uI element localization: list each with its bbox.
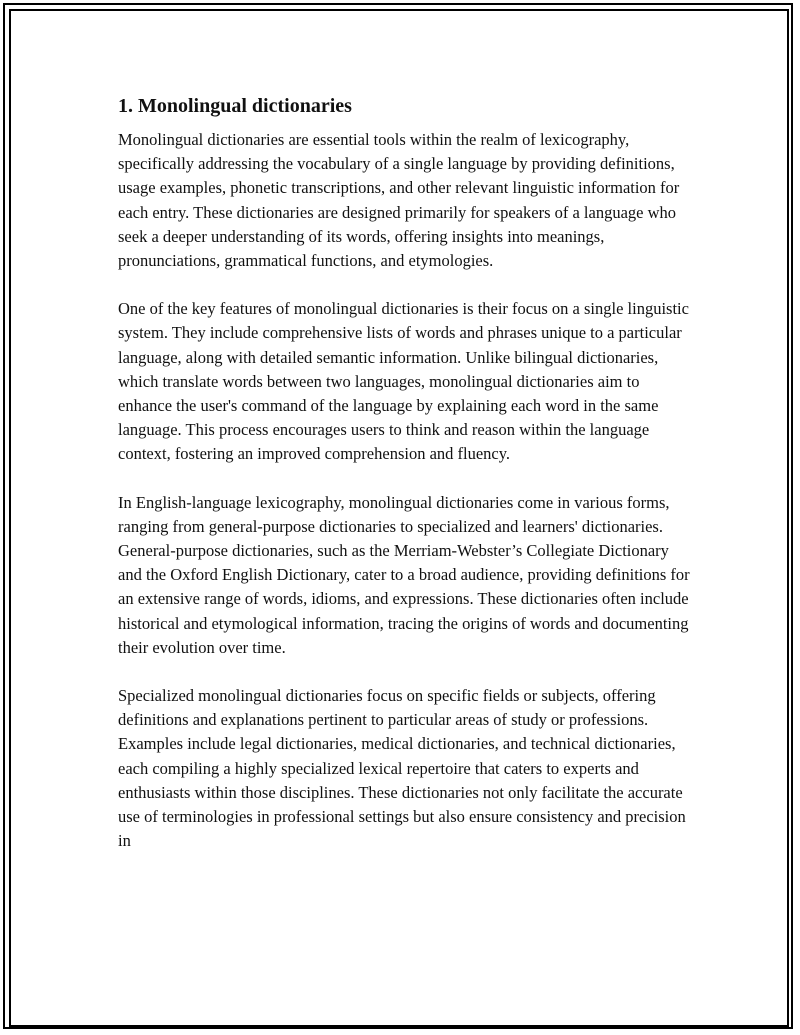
document-body [118, 92, 690, 877]
paragraph-1: Monolingual dictionaries are essential tools within the realm of lexicography, specifically addressing the vocabulary of a single language by providing definitions, usage examples, phonetic transcriptions, and other relevant linguistic information for each entry. These dictionaries are designed primarily for speakers of a language who seek a deeper understanding of its words, offering insights into meanings, pronunciations, grammatical functions, and etymologies. [118, 130, 680, 271]
paragraph-4: Specialized monolingual dictionaries focus on specific fields or subjects, offering definitions and explanations pertinent to particular areas of study or professions. Examples include legal dictionaries, medical dictionaries, and technical dictionaries, each compiling a highly specialized lexical repertoire that caters to experts and enthusiasts within those disciplines. These dictionaries not only facilitate the accurate use of terminologies in professional settings but also ensure consistency and precision in [118, 686, 686, 851]
paragraph-3: In English-language lexicography, monolingual dictionaries come in various forms, ranging from general-purpose dictionaries to specialized and learners' dictionaries. General-purpose dictionaries, such as the Merriam-Webster’s Collegiate Dictionary and the Oxford English Dictionary, cater to a broad audience, providing definitions for an extensive range of words, idioms, and expressions. These dictionaries often include historical and etymological information, tracing the origins of words and documenting their evolution over time. [118, 492, 690, 657]
paragraph-2: One of the key features of monolingual dictionaries is their focus on a single linguistic system. They include comprehensive lists of words and phrases unique to a particular language, along with detailed semantic information. Unlike bilingual dictionaries, which translate words between two languages, monolingual dictionaries aim to enhance the user's command of the language by explaining each word in the same language. This process encourages users to think and reason within the language context, fostering an improved comprehension and fluency. [118, 299, 689, 464]
section-heading: 1. Monolingual dictionaries [118, 95, 352, 117]
